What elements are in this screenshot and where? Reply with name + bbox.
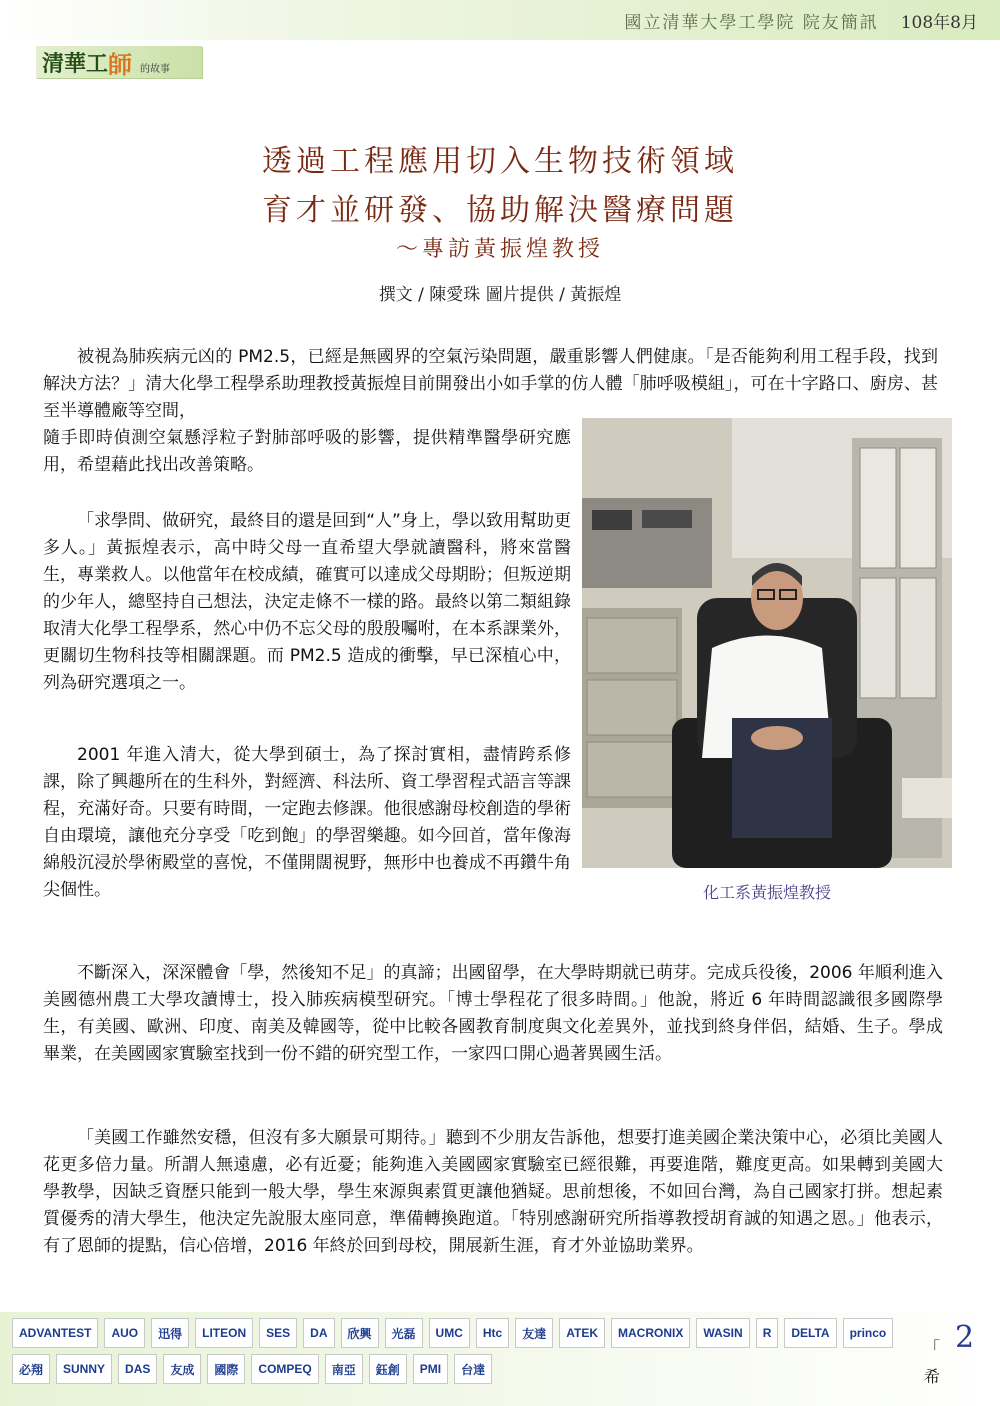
page-number: 2 <box>955 1320 975 1355</box>
article-subtitle: ～專訪黃振煌教授 <box>395 237 604 262</box>
paragraph-intro-continued: 隨手即時偵測空氣懸浮粒子對肺部呼吸的影響，提供精準醫學研究應用，希望藉此找出改善策略。 <box>43 428 571 475</box>
paragraph-return: 「美國工作雖然安穩，但沒有多大願景可期待。」聽到不少朋友告訴他，想要打進美國企業決策中心，必須比美國人花更多倍力量。所謂人無遠慮，必有近憂；能夠進入美國國家實驗室已經很難，再要進階，難度更高。如果轉到美國大學教學，因缺乏資歷只能到一般大學，學生來源與素質更讓他猶疑。思前想後，不如回台灣，為自己國家打拼。想起素質優秀的清大學生，他決定先說服太座同意，準備轉換跑道。「特別感謝研究所指導教授胡育誠的知遇之恩。」他表示，有了恩師的提點，信心倍增，2016 年終於回到母校，開展新生涯，育才外並協助業界。 <box>43 1128 943 1256</box>
sponsor-logo: ADVANTEST <box>12 1318 98 1348</box>
sponsor-logo: 友成 <box>163 1354 201 1384</box>
sponsor-logo: princo <box>843 1318 894 1348</box>
paragraph-motivation: 「求學問、做研究，最終目的還是回到“人”身上，學以致用幫助更多人。」黃振煌表示，高中時父母一直希望大學就讀醫科，將來當醫生，專業救人。以他當年在校成績，確實可以達成父母期盼；但叛逆期的少年人，總堅持自己想法，決定走條不一樣的路。最終以第二類組錄取清大化學工程學系，然心中仍不忘父母的殷殷囑咐，在本系課業外，更關切生物科技等相關課題。而 PM2.5 造成的衝擊，早已深植心中，列為研究選項之一。 <box>43 511 571 693</box>
byline: 撰文 / 陳愛珠 圖片提供 / 黃振煌 <box>378 285 622 305</box>
sponsor-logo: SES <box>259 1318 297 1348</box>
article-title-line2: 育才並研發、協助解決醫療問題 <box>262 193 738 228</box>
sponsor-logo: MACRONIX <box>611 1318 690 1348</box>
sponsor-logo: DA <box>303 1318 334 1348</box>
article-title-line1: 透過工程應用切入生物技術領域 <box>262 144 738 179</box>
column-logo <box>36 46 202 78</box>
sponsor-logo: WASIN <box>696 1318 749 1348</box>
sponsor-logo: LITEON <box>195 1318 253 1348</box>
sponsor-logo: 光磊 <box>385 1318 423 1348</box>
professor-photo-illustration <box>582 418 952 868</box>
sponsor-logo: AUO <box>104 1318 145 1348</box>
sponsor-logo: Htc <box>476 1318 509 1348</box>
sponsor-logo: 南亞 <box>325 1354 363 1384</box>
sponsor-logo: 鈺創 <box>369 1354 407 1384</box>
sponsor-logo: PMI <box>413 1354 448 1384</box>
publication-name: 國立清華大學工學院 院友簡訊 <box>624 13 879 33</box>
sponsor-logo: 迅得 <box>151 1318 189 1348</box>
header-publication <box>624 8 978 33</box>
sponsor-logo: 必翔 <box>12 1354 50 1384</box>
sponsor-logo: 欣興 <box>341 1318 379 1348</box>
sponsor-logo: UMC <box>429 1318 470 1348</box>
edge-text-top: 「 <box>924 1338 941 1357</box>
paragraph-abroad: 不斷深入，深深體會「學，然後知不足」的真諦；出國留學，在大學時期就已萌芽。完成兵役後，2006 年順利進入美國德州農工大學攻讀博士，投入肺疾病模型研究。「博士學程花了很多時間。」他說，將近 6 年時間認識很多國際學生，有美國、歐洲、印度、南美及韓國等，從中比較各國教育制度與文化差異外，並找到終身伴侶，結婚、生子。學成畢業，在美國國家實驗室找到一份不錯的研究型工作，一家四口開心過著異國生活。 <box>43 963 943 1064</box>
issue-date: 108年8月 <box>900 13 978 33</box>
sponsor-logo: COMPEQ <box>251 1354 318 1384</box>
sponsor-logos <box>12 1318 912 1384</box>
logo-subtext: 的故事 <box>140 63 171 75</box>
edge-text-bottom: 希 <box>924 1367 941 1386</box>
sponsor-logo: DAS <box>118 1354 157 1384</box>
sponsor-logo: SUNNY <box>56 1354 112 1384</box>
sponsor-logo: 台達 <box>454 1354 492 1384</box>
logo-text: 清華工 <box>42 50 109 77</box>
sponsor-logo: 友達 <box>515 1318 553 1348</box>
sponsor-logo: 國際 <box>207 1354 245 1384</box>
logo-accent-text: 師 <box>108 49 133 79</box>
sponsor-logo: ATEK <box>559 1318 605 1348</box>
professor-photo <box>582 418 952 868</box>
paragraph-intro: 被視為肺疾病元凶的 PM2.5，已經是無國界的空氣污染問題，嚴重影響人們健康。「是否能夠利用工程手段，找到解決方法？」清大化學工程學系助理教授黃振煌目前開發出小如手掌的仿人體「肺呼吸模組」，可在十字路口、廚房、甚至半導體廠等空間， <box>43 347 938 421</box>
sponsor-logo: R <box>756 1318 779 1348</box>
sponsor-logo: DELTA <box>784 1318 836 1348</box>
photo-caption: 化工系黃振煌教授 <box>702 883 831 902</box>
paragraph-university: 2001 年進入清大，從大學到碩士，為了探討實相，盡情跨系修課，除了興趣所在的生科外，對經濟、科法所、資工學習程式語言等課程，充滿好奇。只要有時間，一定跑去修課。他很感謝母校創造的學術自由環境，讓他充分享受「吃到飽」的學習樂趣。如今回首，當年像海綿般沉浸於學術殿堂的喜悅，不僅開闊視野，無形中也養成不再鑽牛角尖個性。 <box>43 745 571 900</box>
